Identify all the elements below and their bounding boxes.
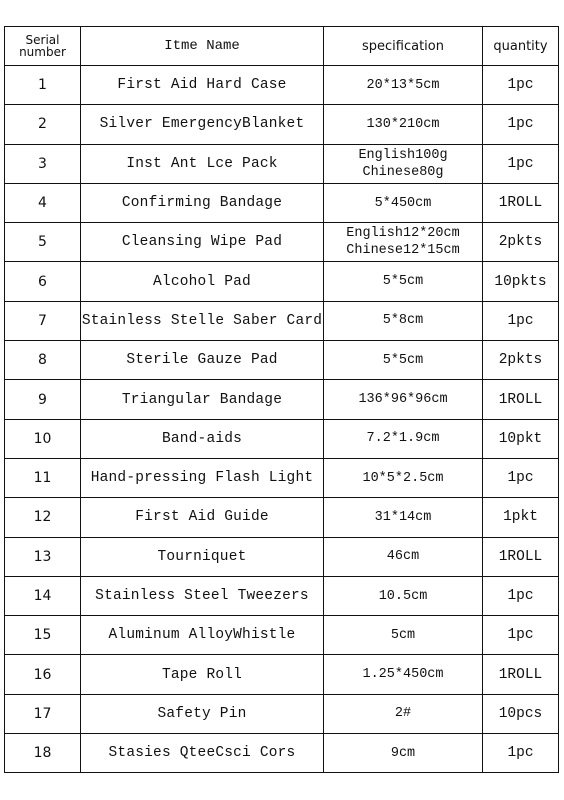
specification-line: 136*96*96cm <box>358 392 448 408</box>
table-row <box>5 301 559 340</box>
cell-item-name: Tape Roll <box>81 655 324 694</box>
specification-line: 5*8cm <box>382 313 424 329</box>
table-row <box>5 419 559 458</box>
cell-serial-number: 6 <box>5 262 81 301</box>
cell-specification <box>324 419 483 458</box>
specification-line: Chinese80g <box>362 164 444 180</box>
specification-line: 7.2*1.9cm <box>366 431 440 447</box>
cell-serial-number: 13 <box>5 537 81 576</box>
specification-line: 31*14cm <box>374 509 432 525</box>
cell-item-name: Inst Ant Lce Pack <box>81 144 324 183</box>
cell-item-name: Alcohol Pad <box>81 262 324 301</box>
cell-item-name: Cleansing Wipe Pad <box>81 223 324 262</box>
cell-item-name: Stasies QteeCsci Cors <box>81 734 324 773</box>
cell-quantity: 1ROLL <box>483 537 559 576</box>
cell-serial-number: 10 <box>5 419 81 458</box>
cell-specification <box>324 301 483 340</box>
table-row <box>5 66 559 105</box>
specification-line: 46cm <box>386 549 420 565</box>
table-row <box>5 380 559 419</box>
cell-quantity: 1pc <box>483 734 559 773</box>
cell-specification <box>324 144 483 183</box>
header-serial-number <box>5 27 81 66</box>
cell-item-name: Safety Pin <box>81 694 324 733</box>
cell-item-name: Sterile Gauze Pad <box>81 341 324 380</box>
header-item-name: Itme Name <box>81 27 324 66</box>
table-row <box>5 498 559 537</box>
cell-quantity: 1ROLL <box>483 655 559 694</box>
cell-quantity: 1ROLL <box>483 380 559 419</box>
cell-item-name: Stainless Steel Tweezers <box>81 576 324 615</box>
cell-serial-number: 8 <box>5 341 81 380</box>
table-header-row <box>5 27 559 66</box>
cell-serial-number: 4 <box>5 183 81 222</box>
table-row <box>5 537 559 576</box>
specification-line: 10.5cm <box>378 588 428 604</box>
specification-line: 5*5cm <box>382 352 424 368</box>
cell-item-name: Aluminum AlloyWhistle <box>81 616 324 655</box>
specification-line: English12*20cm <box>346 226 460 242</box>
cell-specification <box>324 734 483 773</box>
cell-serial-number: 11 <box>5 458 81 497</box>
item-list-sheet <box>4 26 558 773</box>
cell-quantity: 1pc <box>483 144 559 183</box>
specification-line: 5cm <box>390 627 416 643</box>
cell-specification <box>324 655 483 694</box>
cell-item-name: Silver EmergencyBlanket <box>81 105 324 144</box>
cell-serial-number: 7 <box>5 301 81 340</box>
cell-serial-number: 3 <box>5 144 81 183</box>
cell-quantity: 2pkts <box>483 223 559 262</box>
header-serial-line2: number <box>19 45 66 59</box>
header-quantity: quantity <box>483 27 559 66</box>
cell-quantity: 1pc <box>483 105 559 144</box>
specification-line: 9cm <box>390 745 416 761</box>
specification-line: 10*5*2.5cm <box>362 470 444 486</box>
header-serial-line1: Serial <box>25 33 60 47</box>
cell-specification <box>324 183 483 222</box>
cell-quantity: 1pkt <box>483 498 559 537</box>
table-row <box>5 616 559 655</box>
cell-quantity: 10pkts <box>483 262 559 301</box>
cell-serial-number: 18 <box>5 734 81 773</box>
table-body <box>5 66 559 773</box>
table-row <box>5 341 559 380</box>
cell-serial-number: 5 <box>5 223 81 262</box>
cell-specification <box>324 105 483 144</box>
specification-line: English100g <box>358 147 448 163</box>
cell-serial-number: 14 <box>5 576 81 615</box>
cell-specification <box>324 576 483 615</box>
cell-serial-number: 1 <box>5 66 81 105</box>
cell-quantity: 2pkts <box>483 341 559 380</box>
cell-item-name: Confirming Bandage <box>81 183 324 222</box>
cell-specification <box>324 341 483 380</box>
cell-specification <box>324 616 483 655</box>
specification-line: 5*5cm <box>382 274 424 290</box>
cell-quantity: 10pkt <box>483 419 559 458</box>
table-row <box>5 734 559 773</box>
table-row <box>5 458 559 497</box>
cell-specification <box>324 66 483 105</box>
cell-quantity: 1pc <box>483 576 559 615</box>
table-row <box>5 655 559 694</box>
cell-quantity: 10pcs <box>483 694 559 733</box>
cell-serial-number: 2 <box>5 105 81 144</box>
cell-item-name: Triangular Bandage <box>81 380 324 419</box>
cell-item-name: First Aid Guide <box>81 498 324 537</box>
specification-line: 20*13*5cm <box>366 77 440 93</box>
cell-serial-number: 12 <box>5 498 81 537</box>
cell-item-name: Stainless Stelle Saber Card <box>81 301 324 340</box>
header-specification: specification <box>324 27 483 66</box>
cell-serial-number: 9 <box>5 380 81 419</box>
cell-specification <box>324 498 483 537</box>
specification-line: 130*210cm <box>366 116 440 132</box>
cell-quantity: 1pc <box>483 458 559 497</box>
cell-serial-number: 17 <box>5 694 81 733</box>
table-row <box>5 144 559 183</box>
cell-specification <box>324 380 483 419</box>
cell-item-name: Hand-pressing Flash Light <box>81 458 324 497</box>
table-row <box>5 576 559 615</box>
table-row <box>5 694 559 733</box>
cell-serial-number: 15 <box>5 616 81 655</box>
first-aid-kit-table <box>4 26 559 773</box>
specification-line: Chinese12*15cm <box>346 243 460 259</box>
specification-line: 1.25*450cm <box>362 667 444 683</box>
table-row <box>5 105 559 144</box>
specification-line: 2# <box>394 706 412 722</box>
cell-serial-number: 16 <box>5 655 81 694</box>
cell-quantity: 1pc <box>483 66 559 105</box>
cell-specification <box>324 694 483 733</box>
table-row <box>5 223 559 262</box>
cell-specification <box>324 262 483 301</box>
table-row <box>5 183 559 222</box>
cell-specification <box>324 537 483 576</box>
specification-line: 5*450cm <box>374 195 432 211</box>
cell-item-name: Tourniquet <box>81 537 324 576</box>
cell-specification <box>324 458 483 497</box>
table-row <box>5 262 559 301</box>
cell-item-name: First Aid Hard Case <box>81 66 324 105</box>
cell-quantity: 1ROLL <box>483 183 559 222</box>
cell-specification <box>324 223 483 262</box>
cell-item-name: Band-aids <box>81 419 324 458</box>
cell-quantity: 1pc <box>483 616 559 655</box>
cell-quantity: 1pc <box>483 301 559 340</box>
